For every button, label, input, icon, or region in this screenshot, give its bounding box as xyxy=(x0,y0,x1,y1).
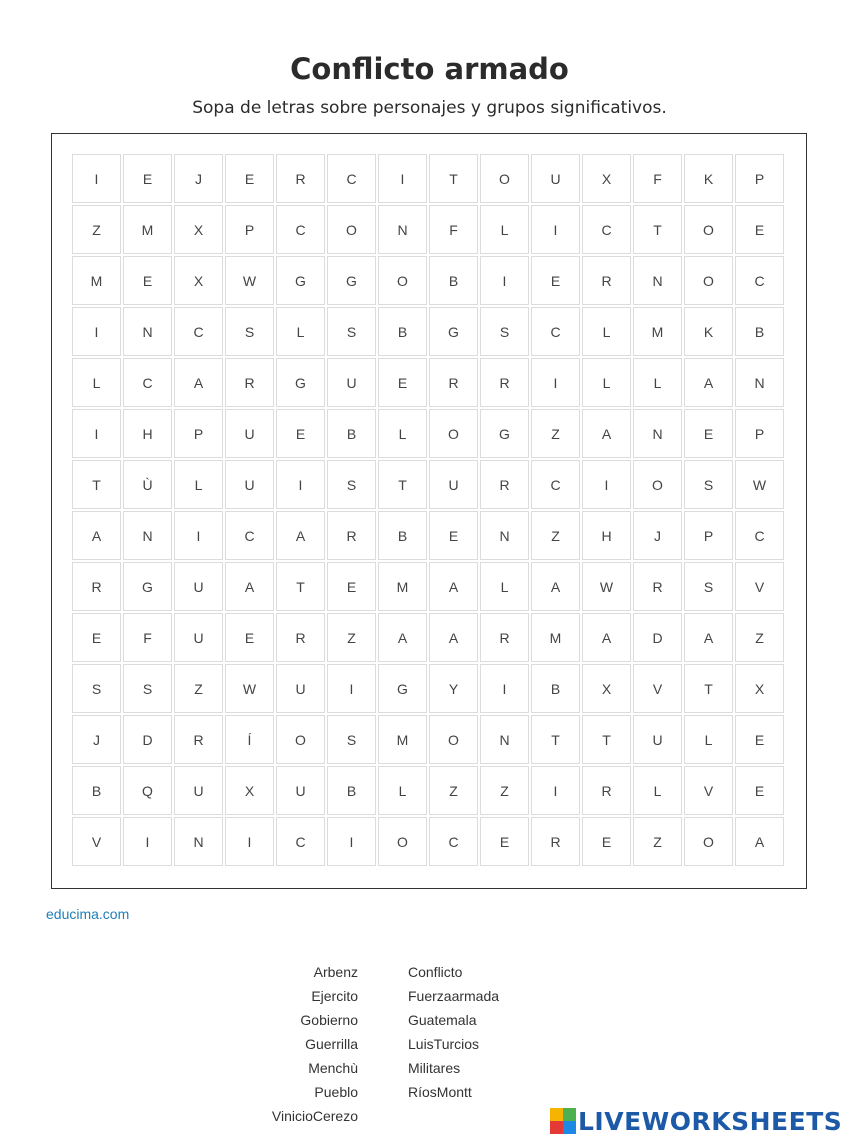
grid-cell[interactable]: W xyxy=(735,460,784,509)
grid-cell[interactable]: U xyxy=(327,358,376,407)
grid-cell[interactable]: R xyxy=(531,817,580,866)
grid-cell[interactable]: D xyxy=(633,613,682,662)
word-list-left xyxy=(272,962,358,1130)
grid-cell[interactable]: M xyxy=(633,307,682,356)
grid-cell[interactable]: C xyxy=(735,511,784,560)
grid-cell[interactable]: C xyxy=(735,256,784,305)
word-list-item: Fuerzaarmada xyxy=(408,988,500,1004)
grid-cell[interactable]: T xyxy=(582,715,631,764)
grid-cell[interactable]: M xyxy=(531,613,580,662)
grid-cell[interactable]: S xyxy=(480,307,529,356)
grid-cell[interactable]: G xyxy=(429,307,478,356)
grid-cell[interactable]: G xyxy=(276,358,325,407)
grid-cell[interactable]: B xyxy=(327,409,376,458)
grid-cell[interactable]: M xyxy=(378,562,427,611)
grid-cell[interactable]: J xyxy=(174,154,223,203)
grid-cell[interactable]: L xyxy=(684,715,733,764)
grid-cell[interactable]: I xyxy=(72,307,121,356)
grid-cell[interactable]: S xyxy=(684,562,733,611)
grid-cell[interactable]: P xyxy=(174,409,223,458)
grid-cell[interactable]: N xyxy=(123,307,172,356)
grid-cell[interactable]: A xyxy=(276,511,325,560)
grid-cell[interactable]: I xyxy=(72,154,121,203)
grid-cell[interactable]: Q xyxy=(123,766,172,815)
logo-square-3 xyxy=(550,1121,563,1134)
word-list-item: LuisTurcios xyxy=(408,1036,480,1052)
grid-cell[interactable]: C xyxy=(531,307,580,356)
logo-square-4 xyxy=(563,1121,576,1134)
grid-cell[interactable]: I xyxy=(327,664,376,713)
grid-cell[interactable]: U xyxy=(174,613,223,662)
grid-cell[interactable]: I xyxy=(327,817,376,866)
grid-cell[interactable]: N xyxy=(633,409,682,458)
grid-cell[interactable]: T xyxy=(531,715,580,764)
grid-cell[interactable]: R xyxy=(72,562,121,611)
grid-cell[interactable]: Z xyxy=(633,817,682,866)
liveworksheets-logo-icon xyxy=(550,1108,576,1134)
grid-cell[interactable]: R xyxy=(174,715,223,764)
grid-cell[interactable]: U xyxy=(174,562,223,611)
grid-cell[interactable]: N xyxy=(633,256,682,305)
grid-cell[interactable]: C xyxy=(276,817,325,866)
word-list-item: RíosMontt xyxy=(408,1084,472,1100)
grid-cell[interactable]: R xyxy=(582,766,631,815)
grid-cell[interactable]: P xyxy=(684,511,733,560)
grid-cell[interactable]: U xyxy=(531,154,580,203)
source-link[interactable]: educima.com xyxy=(46,906,130,922)
grid-cell[interactable]: C xyxy=(531,460,580,509)
grid-cell[interactable]: C xyxy=(225,511,274,560)
grid-cell[interactable]: I xyxy=(582,460,631,509)
grid-cell[interactable]: O xyxy=(684,256,733,305)
grid-cell[interactable]: J xyxy=(72,715,121,764)
grid-cell[interactable]: A xyxy=(225,562,274,611)
grid-cell[interactable]: E xyxy=(225,154,274,203)
grid-cell[interactable]: O xyxy=(429,715,478,764)
grid-cell[interactable]: T xyxy=(684,664,733,713)
grid-cell[interactable]: R xyxy=(276,154,325,203)
grid-cell[interactable]: X xyxy=(735,664,784,713)
grid-cell[interactable]: W xyxy=(225,664,274,713)
grid-cell[interactable]: U xyxy=(174,766,223,815)
grid-cell[interactable]: I xyxy=(174,511,223,560)
grid-cell[interactable]: H xyxy=(582,511,631,560)
grid-cell[interactable]: Í xyxy=(225,715,274,764)
grid-cell[interactable]: E xyxy=(327,562,376,611)
grid-cell[interactable]: V xyxy=(72,817,121,866)
grid-cell[interactable]: O xyxy=(684,205,733,254)
grid-cell[interactable]: N xyxy=(174,817,223,866)
grid-cell[interactable]: A xyxy=(378,613,427,662)
grid-cell[interactable]: T xyxy=(276,562,325,611)
grid-cell[interactable]: N xyxy=(378,205,427,254)
grid-cell[interactable]: S xyxy=(327,715,376,764)
grid-cell[interactable]: E xyxy=(225,613,274,662)
grid-cell[interactable]: E xyxy=(735,715,784,764)
grid-cell[interactable]: A xyxy=(429,562,478,611)
grid-cell[interactable]: Z xyxy=(531,511,580,560)
grid-cell[interactable]: L xyxy=(480,205,529,254)
logo-square-2 xyxy=(563,1108,576,1121)
word-list-item: Ejercito xyxy=(311,988,358,1004)
grid-cell[interactable]: U xyxy=(225,409,274,458)
grid-cell[interactable]: A xyxy=(684,358,733,407)
grid-cell[interactable]: S xyxy=(327,460,376,509)
grid-cell[interactable]: U xyxy=(429,460,478,509)
grid-cell[interactable]: X xyxy=(582,154,631,203)
grid-cell[interactable]: U xyxy=(276,766,325,815)
grid-cell[interactable]: N xyxy=(480,511,529,560)
grid-cell[interactable]: A xyxy=(735,817,784,866)
grid-cell[interactable]: P xyxy=(735,409,784,458)
grid-cell[interactable]: G xyxy=(378,664,427,713)
grid-cell[interactable]: I xyxy=(276,460,325,509)
word-list-item: VinicioCerezo xyxy=(271,1108,358,1124)
grid-cell[interactable]: R xyxy=(633,562,682,611)
grid-cell[interactable]: R xyxy=(327,511,376,560)
grid-cell[interactable]: V xyxy=(633,664,682,713)
grid-cell[interactable]: B xyxy=(429,256,478,305)
grid-cell[interactable]: G xyxy=(123,562,172,611)
grid-cell[interactable]: L xyxy=(72,358,121,407)
grid-cell[interactable]: G xyxy=(276,256,325,305)
grid-cell[interactable]: S xyxy=(72,664,121,713)
grid-cell[interactable]: A xyxy=(582,613,631,662)
grid-cell[interactable]: I xyxy=(531,766,580,815)
grid-cell[interactable]: M xyxy=(378,715,427,764)
grid-cell[interactable]: C xyxy=(123,358,172,407)
grid-cell[interactable]: O xyxy=(378,256,427,305)
grid-cell[interactable]: V xyxy=(684,766,733,815)
grid-cell[interactable]: I xyxy=(531,358,580,407)
grid-cell[interactable]: B xyxy=(72,766,121,815)
grid-cell[interactable]: G xyxy=(480,409,529,458)
grid-cell[interactable]: S xyxy=(225,307,274,356)
grid-cell[interactable]: I xyxy=(480,664,529,713)
word-list-item: Militares xyxy=(408,1060,461,1076)
grid-cell[interactable]: Z xyxy=(327,613,376,662)
grid-cell[interactable]: I xyxy=(225,817,274,866)
grid-cell[interactable]: T xyxy=(72,460,121,509)
word-list-item: Guatemala xyxy=(408,1012,477,1028)
grid-cell[interactable]: W xyxy=(225,256,274,305)
grid-cell[interactable]: A xyxy=(429,613,478,662)
grid-cell[interactable]: O xyxy=(480,154,529,203)
grid-cell[interactable]: C xyxy=(276,205,325,254)
grid-cell[interactable]: C xyxy=(429,817,478,866)
grid-cell[interactable]: L xyxy=(582,358,631,407)
grid-cell[interactable]: E xyxy=(582,817,631,866)
grid-cell[interactable]: Z xyxy=(735,613,784,662)
grid-cell[interactable]: L xyxy=(276,307,325,356)
grid-cell[interactable]: E xyxy=(735,766,784,815)
word-list-item: Menchù xyxy=(308,1060,358,1076)
grid-cell[interactable]: L xyxy=(633,766,682,815)
grid-cell[interactable]: T xyxy=(429,154,478,203)
grid-cell[interactable]: M xyxy=(72,256,121,305)
grid-cell[interactable]: U xyxy=(276,664,325,713)
grid-cell[interactable]: J xyxy=(633,511,682,560)
word-list-right xyxy=(408,962,499,1106)
word-list-item: Gobierno xyxy=(300,1012,358,1028)
grid-cell[interactable]: E xyxy=(531,256,580,305)
grid-cell[interactable]: Z xyxy=(72,205,121,254)
grid-cell[interactable]: A xyxy=(684,613,733,662)
grid-cell[interactable]: O xyxy=(429,409,478,458)
grid-cell[interactable]: L xyxy=(582,307,631,356)
page-subtitle: Sopa de letras sobre personajes y grupos significativos. xyxy=(192,98,667,118)
word-search-grid xyxy=(72,154,784,866)
grid-cell[interactable]: A xyxy=(582,409,631,458)
grid-cell[interactable]: N xyxy=(735,358,784,407)
grid-cell[interactable]: L xyxy=(378,766,427,815)
grid-cell[interactable]: L xyxy=(633,358,682,407)
grid-cell[interactable]: R xyxy=(225,358,274,407)
grid-cell[interactable]: N xyxy=(123,511,172,560)
grid-cell[interactable]: C xyxy=(174,307,223,356)
grid-cell[interactable]: E xyxy=(123,256,172,305)
brand-name: LIVEWORKSHEETS xyxy=(578,1106,843,1136)
grid-cell[interactable]: U xyxy=(633,715,682,764)
grid-cell[interactable]: O xyxy=(276,715,325,764)
grid-cell[interactable]: E xyxy=(276,409,325,458)
grid-cell[interactable]: E xyxy=(378,358,427,407)
grid-cell[interactable]: O xyxy=(378,817,427,866)
grid-cell[interactable]: Z xyxy=(174,664,223,713)
grid-cell[interactable]: B xyxy=(735,307,784,356)
grid-cell[interactable]: Y xyxy=(429,664,478,713)
grid-cell[interactable]: B xyxy=(531,664,580,713)
grid-cell[interactable]: R xyxy=(480,613,529,662)
grid-cell[interactable]: O xyxy=(684,817,733,866)
grid-cell[interactable]: S xyxy=(123,664,172,713)
word-list-item: Arbenz xyxy=(313,964,358,980)
grid-cell[interactable]: E xyxy=(72,613,121,662)
logo-square-1 xyxy=(550,1108,563,1121)
liveworksheets-logo[interactable] xyxy=(550,1106,842,1136)
grid-cell[interactable]: S xyxy=(684,460,733,509)
grid-cell[interactable]: R xyxy=(582,256,631,305)
grid-cell[interactable]: I xyxy=(480,256,529,305)
grid-cell[interactable]: Z xyxy=(429,766,478,815)
grid-cell[interactable]: B xyxy=(378,511,427,560)
grid-cell[interactable]: O xyxy=(327,205,376,254)
grid-cell[interactable]: X xyxy=(174,256,223,305)
grid-cell[interactable]: P xyxy=(735,154,784,203)
grid-cell[interactable]: A xyxy=(174,358,223,407)
grid-cell[interactable]: N xyxy=(480,715,529,764)
grid-cell[interactable]: O xyxy=(633,460,682,509)
word-list-item: Conflicto xyxy=(408,964,463,980)
grid-cell[interactable]: U xyxy=(225,460,274,509)
grid-cell[interactable]: X xyxy=(225,766,274,815)
grid-cell[interactable]: R xyxy=(429,358,478,407)
grid-cell[interactable]: C xyxy=(327,154,376,203)
word-list-item: Pueblo xyxy=(314,1084,358,1100)
grid-cell[interactable]: P xyxy=(225,205,274,254)
grid-cell[interactable]: L xyxy=(480,562,529,611)
grid-cell[interactable]: V xyxy=(735,562,784,611)
grid-cell[interactable]: F xyxy=(633,154,682,203)
grid-cell[interactable]: L xyxy=(378,409,427,458)
grid-cell[interactable]: B xyxy=(378,307,427,356)
grid-cell[interactable]: E xyxy=(735,205,784,254)
grid-cell[interactable]: Z xyxy=(480,766,529,815)
grid-cell[interactable]: E xyxy=(123,154,172,203)
grid-cell[interactable]: F xyxy=(123,613,172,662)
grid-cell[interactable]: W xyxy=(582,562,631,611)
grid-cell[interactable]: B xyxy=(327,766,376,815)
grid-cell[interactable]: D xyxy=(123,715,172,764)
grid-cell[interactable]: F xyxy=(429,205,478,254)
grid-cell[interactable]: I xyxy=(531,205,580,254)
grid-cell[interactable]: E xyxy=(480,817,529,866)
grid-cell[interactable]: I xyxy=(72,409,121,458)
grid-cell[interactable]: T xyxy=(378,460,427,509)
grid-cell[interactable]: S xyxy=(327,307,376,356)
grid-cell[interactable]: Z xyxy=(531,409,580,458)
grid-cell[interactable]: R xyxy=(480,460,529,509)
grid-cell[interactable]: R xyxy=(480,358,529,407)
grid-cell[interactable]: I xyxy=(123,817,172,866)
grid-cell[interactable]: A xyxy=(72,511,121,560)
grid-cell[interactable]: K xyxy=(684,154,733,203)
grid-cell[interactable]: C xyxy=(582,205,631,254)
grid-cell[interactable]: K xyxy=(684,307,733,356)
grid-cell[interactable]: X xyxy=(582,664,631,713)
grid-cell[interactable]: H xyxy=(123,409,172,458)
grid-cell[interactable]: I xyxy=(378,154,427,203)
grid-cell[interactable]: X xyxy=(174,205,223,254)
grid-cell[interactable]: L xyxy=(174,460,223,509)
grid-cell[interactable]: E xyxy=(429,511,478,560)
grid-cell[interactable]: R xyxy=(276,613,325,662)
grid-cell[interactable]: A xyxy=(531,562,580,611)
grid-cell[interactable]: Ù xyxy=(123,460,172,509)
word-list-item: Guerrilla xyxy=(305,1036,358,1052)
page-title: Conflicto armado xyxy=(290,52,569,86)
grid-cell[interactable]: G xyxy=(327,256,376,305)
grid-cell[interactable]: M xyxy=(123,205,172,254)
grid-cell[interactable]: T xyxy=(633,205,682,254)
grid-cell[interactable]: E xyxy=(684,409,733,458)
